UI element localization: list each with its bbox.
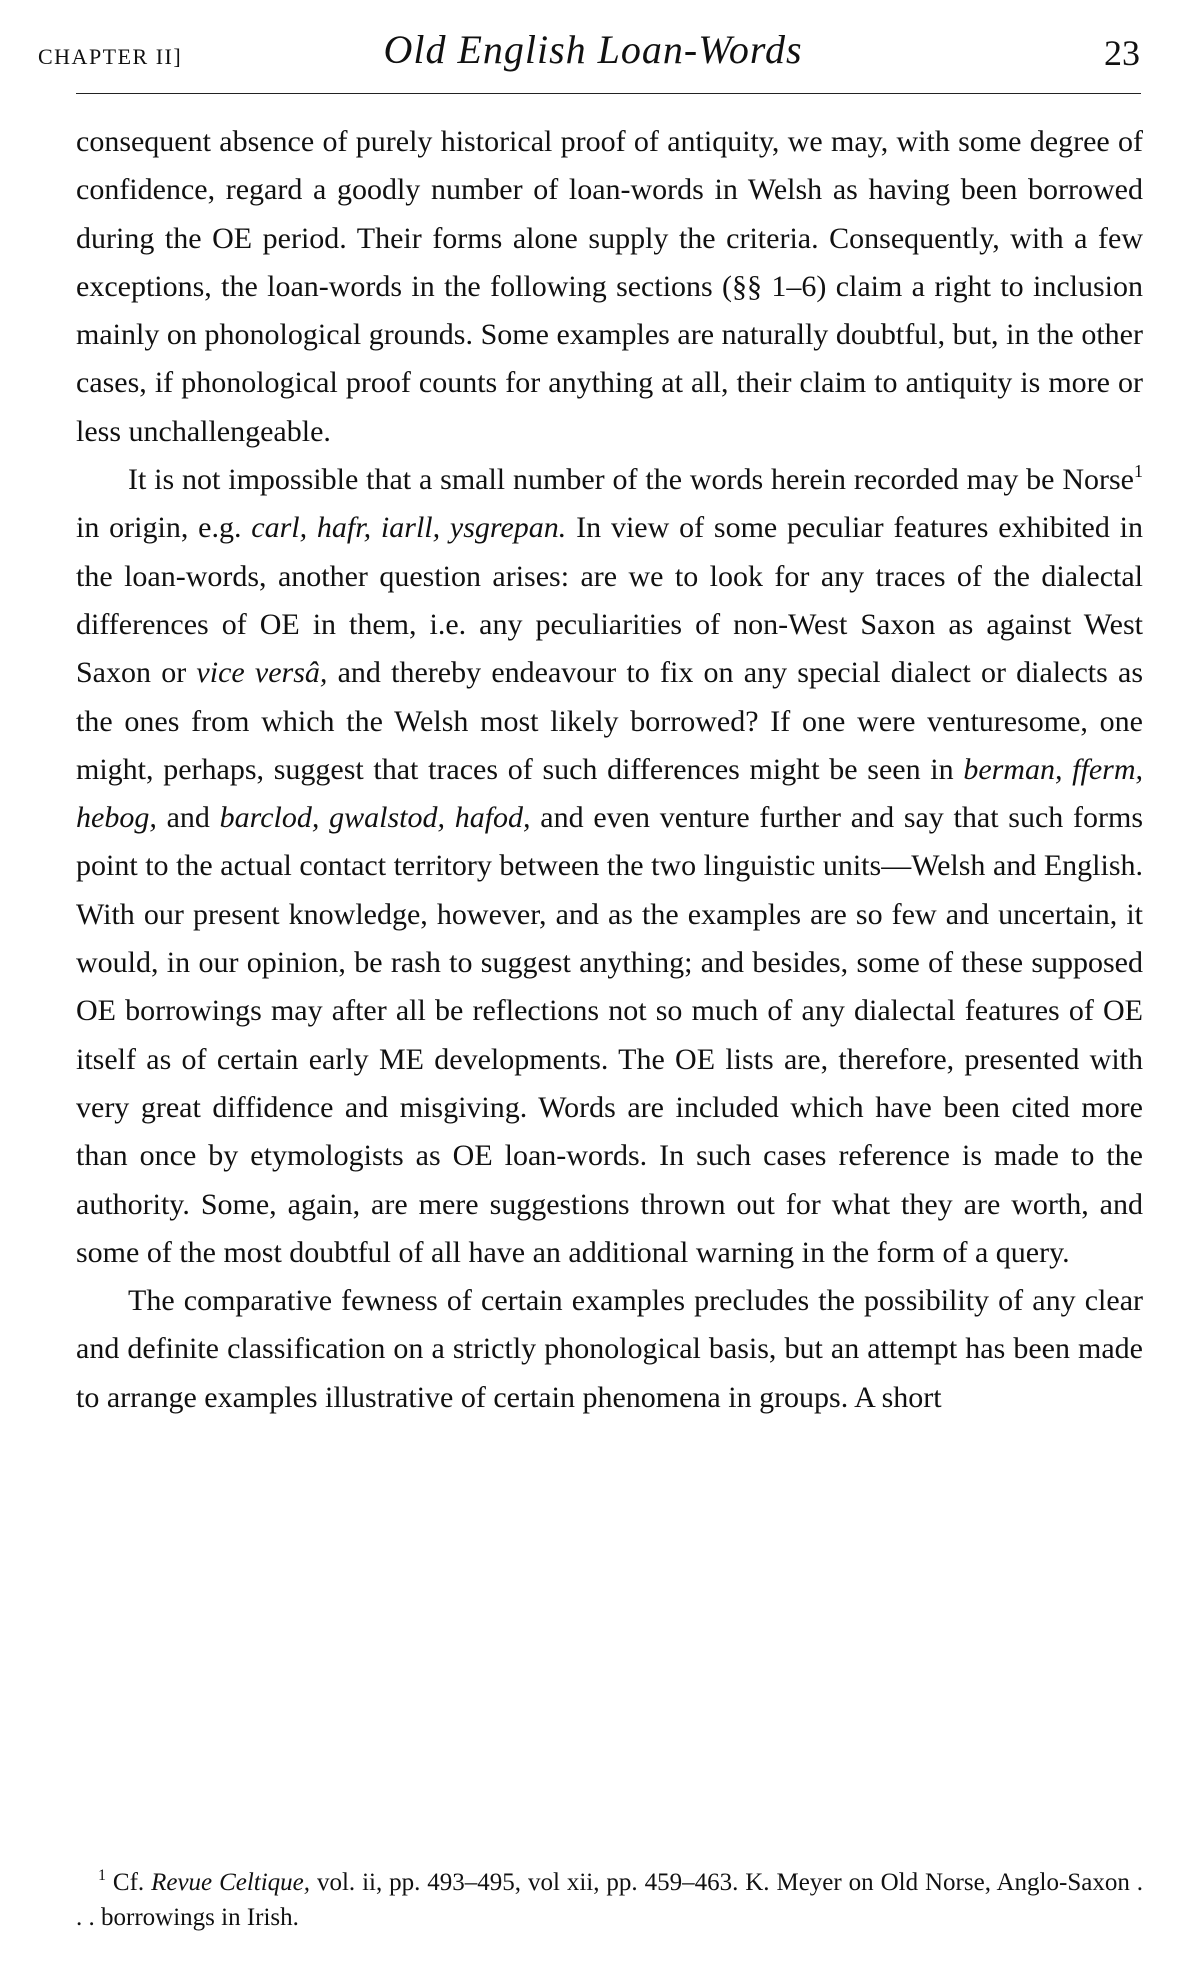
- footnote-mark: 1: [98, 1867, 106, 1884]
- paragraph: [76, 456, 1143, 1277]
- paragraph-text: and even venture further and say that such forms point to the actual contact territory between the two linguistic units—Welsh and English. With our present knowledge, however, and as the examples are so few and uncertain, it would, in our opinion, be rash to suggest anything; and besides, some of these supposed OE borrowings may after all be reflections not so much of any dialectal features of OE itself as of certain early ME developments. The OE lists are, therefore, presented with very great diffidence and misgiving. Words are included which have been cited more than once by etymologists as OE loan-words. In such cases reference is made to the authority. Some, again, are mere suggestions thrown out for what they are worth, and some of the most doubtful of all have an additional warning in the form of a query.: [76, 801, 1144, 1269]
- paragraph-text: consequent absence of purely historical proof of antiquity, we may, with some degree of confidence, regard a goodly number of loan-words in Welsh as having been borrowed during the OE period. Their forms alone supply the criteria. Consequently, with a few exceptions, the loan-words in the following sections (§§ 1–6) claim a right to inclusion mainly on phonological grounds. Some examples are naturally doubtful, but, in the other cases, if phonological proof counts for anything at all, their claim to antiquity is more or less unchallengeable.: [76, 125, 1143, 448]
- footnote-reference: 1: [1134, 461, 1143, 482]
- chapter-label: CHAPTER II]: [38, 44, 183, 69]
- paragraph-text: and: [156, 801, 220, 835]
- paragraph-text: It is not impossible that a small number of the words herein recorded may be Norse: [128, 463, 1134, 497]
- footnote-text: vol. ii, pp. 493–495, vol xii, pp. 459–463. K. Meyer on Old Norse, Anglo-Saxon . . . borrowings in Irish.: [76, 1869, 1143, 1931]
- paragraph-text: In view of some peculiar features exhibited in the loan-words, another question arises: are we to look for any traces of the dialectal differences of OE in them, i.e. any peculiarities of non-West Saxon as against West Saxon or: [76, 511, 1144, 690]
- page-number: 23: [1104, 33, 1140, 73]
- paragraph: [76, 1277, 1143, 1422]
- paragraph: [76, 118, 1143, 456]
- body-text: [76, 118, 1143, 1422]
- page-header: [38, 18, 1148, 88]
- paragraph-text: and thereby endeavour to fix on any special dialect or dialects as the ones from which the Welsh most likely borrowed? If one were venturesome, one might, perhaps, suggest that traces of such differences might be seen in: [76, 656, 1143, 786]
- example-words: carl, hafr, iarll, ysgrepan.: [251, 511, 567, 545]
- running-title: Old English Loan-Words: [383, 27, 803, 72]
- example-words: barclod, gwalstod, hafod,: [219, 801, 531, 835]
- paragraph-text: The comparative fewness of certain examples precludes the possibility of any clear and definite classification on a strictly phonological basis, but an attempt has been made to arrange examples illustrative of certain phenomena in groups. A short: [76, 1284, 1143, 1414]
- header-rule: [76, 93, 1141, 94]
- journal-title: Revue Celtique,: [151, 1869, 311, 1896]
- latin-phrase: vice versâ,: [196, 656, 328, 690]
- footnote-text: Cf.: [106, 1869, 152, 1896]
- footnote: [76, 1865, 1143, 1935]
- paragraph-text: in origin, e.g.: [76, 511, 252, 545]
- example-words: berman, fferm, hebog,: [76, 752, 1143, 835]
